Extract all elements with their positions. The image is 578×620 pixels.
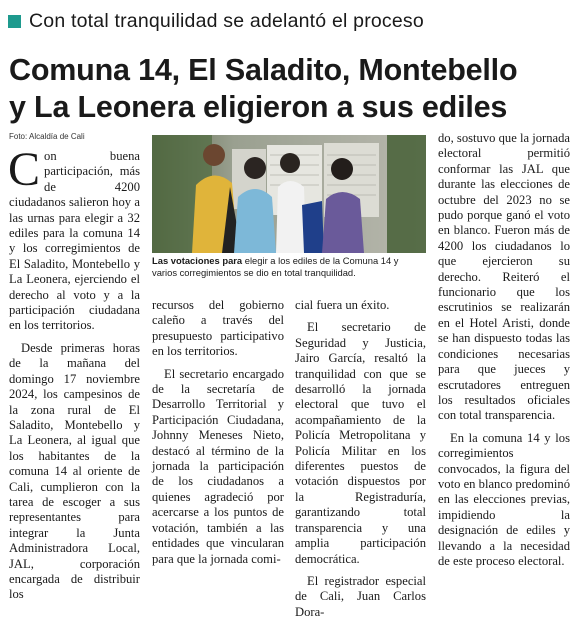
article-paragraph-3-continued: cial fuera un éxito. [295,298,390,312]
article-paragraph-3: El secretario encargado de la secretaría de Desarrollo Territorial y Participación Ciudadana, Johnny Meneses Nieto, destacó al término de la jornada la participación de los ciudadanos a quienes agradeció por acercarse a los puntos de votación, también a las entidades que vincularan para que la jornada comi- [152,366,284,566]
section-kicker [8,8,570,34]
photo-caption-text: elegir a los ediles de la Comuna 14 y varios corregimientos se dio en total tranquilidad. [152,255,399,278]
article-paragraph-1 [8,143,140,334]
dropcap: C [8,143,41,196]
article-paragraph-2: Desde primeras horas de la mañana del domingo 17 noviembre 2024, los campesinos de la zona rural de El Saladito, Montebello y La Leonera, al igual que los habitantes de la comuna 14 al oriente de Cali, cumplieron con la tarea de escoger a sus representantes para integrar la Junta Administradora Local, JAL, corporación encargada de distribuir los [9,340,140,602]
article-paragraph-5-continued: do, sostuvo que la jornada electoral permitió conformar las JAL que durante las elecciones de octubre del 2023 no se pudo porque ganó el voto en blanco. Fueron más de 4200 los ciudadanos lo que ejercieron su derecho. Reiteró el funcionario que los escrutinios se realizarán en el Hotel Aristi, donde se han dispuesto todas las condiciones necesarias para que jueces y escrutadores entreguen los resultados oficiales con total transparencia. [438,131,570,423]
article-paragraph-5: El registrador especial de Cali, Juan Carlos Dora- [295,573,426,619]
article-column-3 [295,298,426,620]
voting-photo [152,135,426,253]
headline [9,52,574,126]
headline-line-2: y La Leonera eligieron a sus ediles [9,90,508,124]
voting-photo-image [152,135,426,253]
article-paragraph-6: En la comuna 14 y los corregimientos convocados, la figura del voto en blanco predominó en las elecciones previas, impidiendo la designación de ediles y llevando a la necesidad de este proceso electoral. [438,430,570,568]
kicker-square-icon [8,15,21,28]
paragraph-1-text: on buena participación, más de 4200 ciudadanos salieron hoy a las urnas para elegir a 32 ediles para la comuna 14 y los corregimientos de El Saladito, Montebello y La Leonera, ejerciendo el derecho al voto y a la participación ciudadana en los territorios. [9,149,140,333]
photo-credit: Foto: Alcaldía de Cali [9,132,85,141]
photo-caption [152,255,426,279]
article-column-4 [438,131,570,569]
photo-caption-bold: Las votaciones para [152,255,243,266]
article-paragraph-4: El secretario de Seguridad y Justicia, Jairo García, resaltó la tranquilidad con que se desarrolló la jornada electoral que tuvo el acompañamiento de la Policía Metropolitana y Policía Militar en los diferentes puestos de votación dispuestos por la Registraduría, garantizando total transparencia y una amplia participación democrática. [295,320,426,566]
kicker-text: Con total tranquilidad se adelantó el proceso [29,9,424,32]
article-column-1 [8,143,140,603]
headline-line-1: Comuna 14, El Saladito, Montebello [9,53,518,87]
article-column-2 [152,298,284,567]
article-paragraph-2-continued: recursos del gobierno caleño a través del presupuesto participativo en los territorios. [152,298,284,359]
